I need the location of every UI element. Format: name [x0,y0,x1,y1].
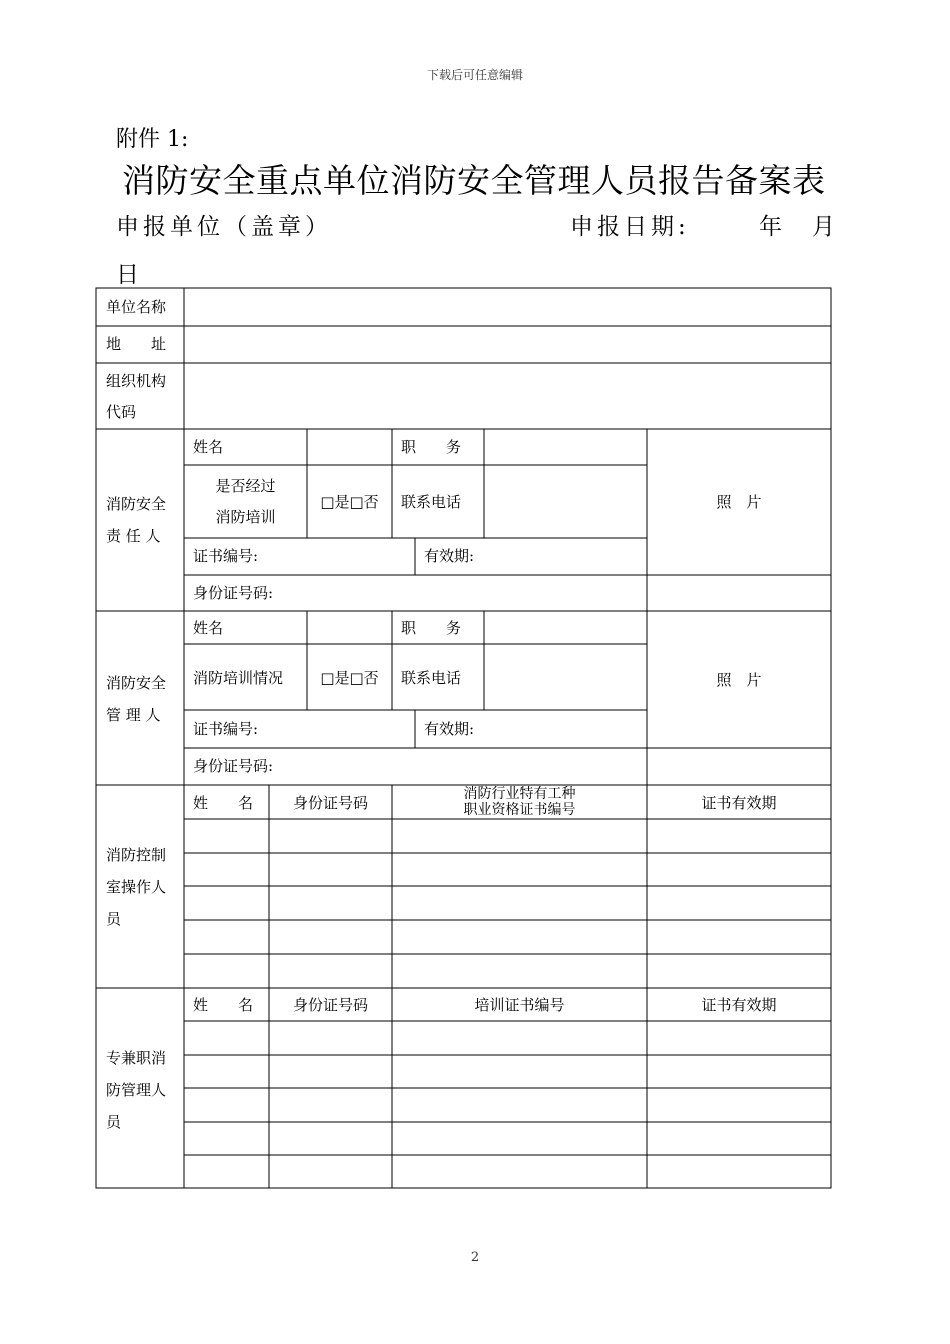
control-room-section-label-line3: 员 [106,910,122,928]
declarant-label: 申报单位（盖章） [116,214,332,240]
responsible-photo-label: 照 片 [716,493,762,511]
unit-name-label: 单位名称 [106,298,167,316]
year-label: 年 [759,214,786,240]
control-room-section-label-line2: 室操作人 [106,878,167,896]
responsible-section-label-line1: 消防安全 [106,495,167,513]
responsible-trained-label-line1: 是否经过 [215,477,276,495]
manager-photo-label: 照 片 [716,671,762,689]
responsible-trained-checkbox[interactable]: □是□否 [320,493,379,511]
attachment-label: 附件 1: [116,127,189,152]
staff-section-label-line2: 防管理人 [106,1081,167,1099]
staff-col-cert: 培训证书编号 [474,996,565,1014]
staff-col-name: 姓 名 [193,996,254,1014]
staff-section-label-line3: 员 [106,1113,122,1131]
staff-col-validity: 证书有效期 [701,996,777,1014]
org-code-label-line2: 代码 [106,403,137,421]
manager-training-label: 消防培训情况 [193,669,284,687]
control-room-section-label-line1: 消防控制 [106,846,167,864]
header-note: 下载后可任意编辑 [426,68,523,82]
page-number: 2 [470,1250,480,1265]
manager-cert-label: 证书编号: [193,720,259,738]
control-room-col-cert-line2: 职业资格证书编号 [463,802,576,818]
manager-name-label: 姓名 [193,619,224,637]
control-room-col-validity: 证书有效期 [701,794,777,812]
manager-validity-label: 有效期: [424,720,475,738]
responsible-cert-label: 证书编号: [193,547,259,565]
responsible-section-label-line2: 责 任 人 [106,527,161,545]
manager-section-label-line1: 消防安全 [106,674,167,692]
responsible-phone-label: 联系电话 [401,493,462,511]
responsible-validity-label: 有效期: [424,547,475,565]
manager-id-label: 身份证号码: [193,757,274,775]
page-title: 消防安全重点单位消防安全管理人员报告备案表 [122,161,826,200]
day-label: 日 [116,262,143,288]
manager-phone-label: 联系电话 [401,669,462,687]
responsible-trained-label-line2: 消防培训 [215,508,276,526]
org-code-label-line1: 组织机构 [106,372,167,390]
table-border [96,288,831,1188]
month-label: 月 [812,214,839,240]
date-label: 申报日期: [570,214,690,240]
manager-position-label: 职 务 [401,619,462,637]
staff-section-label-line1: 专兼职消 [106,1049,167,1067]
control-room-col-cert-line1: 消防行业特有工种 [463,786,576,802]
control-room-col-name: 姓 名 [193,794,254,812]
responsible-id-label: 身份证号码: [193,584,274,602]
address-label: 地 址 [106,335,167,353]
manager-training-checkbox[interactable]: □是□否 [320,669,379,687]
responsible-position-label: 职 务 [401,438,462,456]
responsible-name-label: 姓名 [193,438,224,456]
control-room-col-id: 身份证号码 [292,794,368,812]
staff-col-id: 身份证号码 [292,996,368,1014]
manager-section-label-line2: 管 理 人 [106,706,161,724]
